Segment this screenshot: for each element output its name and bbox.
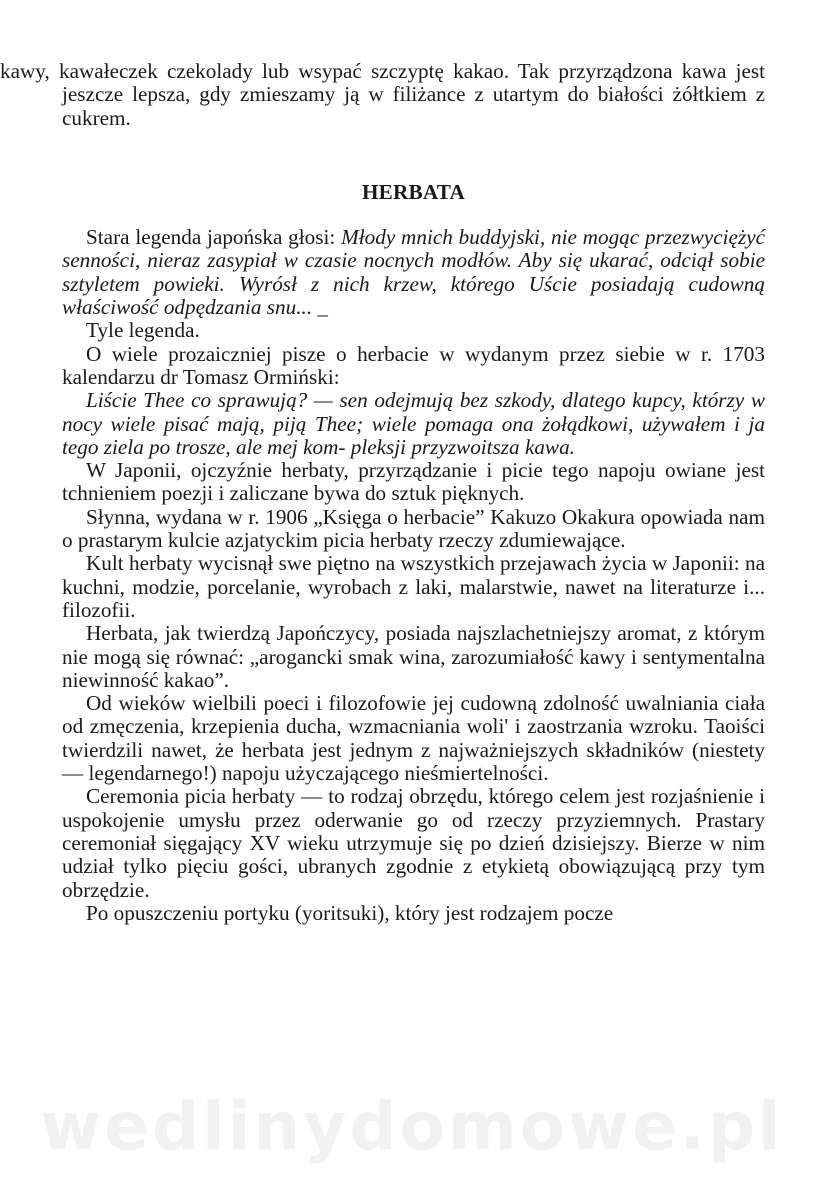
site-watermark: wedlinydomowe.pl xyxy=(40,1088,784,1165)
paragraph-9: Od wieków wielbili poeci i filozofowie jej cudowną zdolność uwalniania ciała od zmęczenia, krzepienia ducha, wzmacniania woli' i zaostrzania wzroku. Taoiści twierdzili nawet, że herbata jest jednym z najważniejszych składników (niestety — legendarnego!) napoju użyczającego nieśmiertelności. xyxy=(62,691,765,786)
legend-lead-text: Stara legenda japońska głosi: xyxy=(86,225,342,250)
paragraph-7: Kult herbaty wycisnął swe piętno na wszystkich przejawach życia w Japonii: na kuchni, modzie, porcelanie, wyrobach z laki, malarstwie, nawet na literaturze i... filozofii. xyxy=(62,551,765,622)
paragraph-3: O wiele prozaiczniej pisze o herbacie w wydanym przez siebie w r. 1703 kalendarzu dr Tomasz Ormiński: xyxy=(62,341,765,389)
legend-paragraph xyxy=(62,226,765,319)
paragraph-11: Po opuszczeniu portyku (yoritsuki), który jest rodzajem pocze xyxy=(86,900,614,925)
paragraph-8: Herbata, jak twierdzą Japończycy, posiada najszlachetniejszy aromat, z którym nie mogą się równać: „arogancki smak wina, zarozumiałość kawy i sentymentalna niewinność kakao”. xyxy=(62,621,765,692)
paragraph-5: W Japonii, ojczyźnie herbaty, przyrządzanie i picie tego napoju owiane jest tchnieniem poezji i zaliczane bywa do sztuk pięknych. xyxy=(62,458,765,506)
paragraph-2: Tyle legenda. xyxy=(86,318,200,343)
paragraph-10: Ceremonia picia herbaty — to rodzaj obrzędu, którego celem jest rozjaśnienie i uspokojenie umysłu przez oderwanie go od rzeczy przyziemnych. Prastary ceremoniał sięgający XV wieku utrzymuje się po dzień dzisiejszy. Bierze w nim udział tylko pięciu gości, ubranych zgodnie z etykietą obowiązującą przy tym obrzędzie. xyxy=(62,784,765,902)
legend-italic-text: Młody mnich buddyjski, nie mogąc przezwyciężyć senności, nieraz zasypiał w czasie nocnych modłów. Aby się ukarać, odciął sobie sztyletem powieki. Wyrósł z nich krzew, którego Uście posiadają cudowną właściwość odpędzania snu... _ xyxy=(62,225,765,320)
quote-paragraph: Liście Thee co sprawują? — sen odejmują bez szkody, dlatego kupcy, którzy w nocy wiele pisać mają, piją Thee; wiele pomaga ona żołądkowi, używałem i ja tego ziela po trosze, ale mej kom- pleksji przyzwoitsza kawa. xyxy=(62,388,765,459)
intro-continuation-paragraph: kawy, kawałeczek czekolady lub wsypać szczyptę kakao. Tak przyrządzona kawa jest jeszcze lepsza, gdy zmieszamy ją w filiżance z utartym do białości żółtkiem z cukrem. xyxy=(0,59,765,130)
paragraph-6: Słynna, wydana w r. 1906 „Księga o herbacie” Kakuzo Okakura opowiada nam o prastarym kulcie azjatyckim picia herbaty rzeczy zdumiewające. xyxy=(62,504,765,553)
section-heading: HERBATA xyxy=(361,179,466,204)
body-text xyxy=(0,59,765,925)
